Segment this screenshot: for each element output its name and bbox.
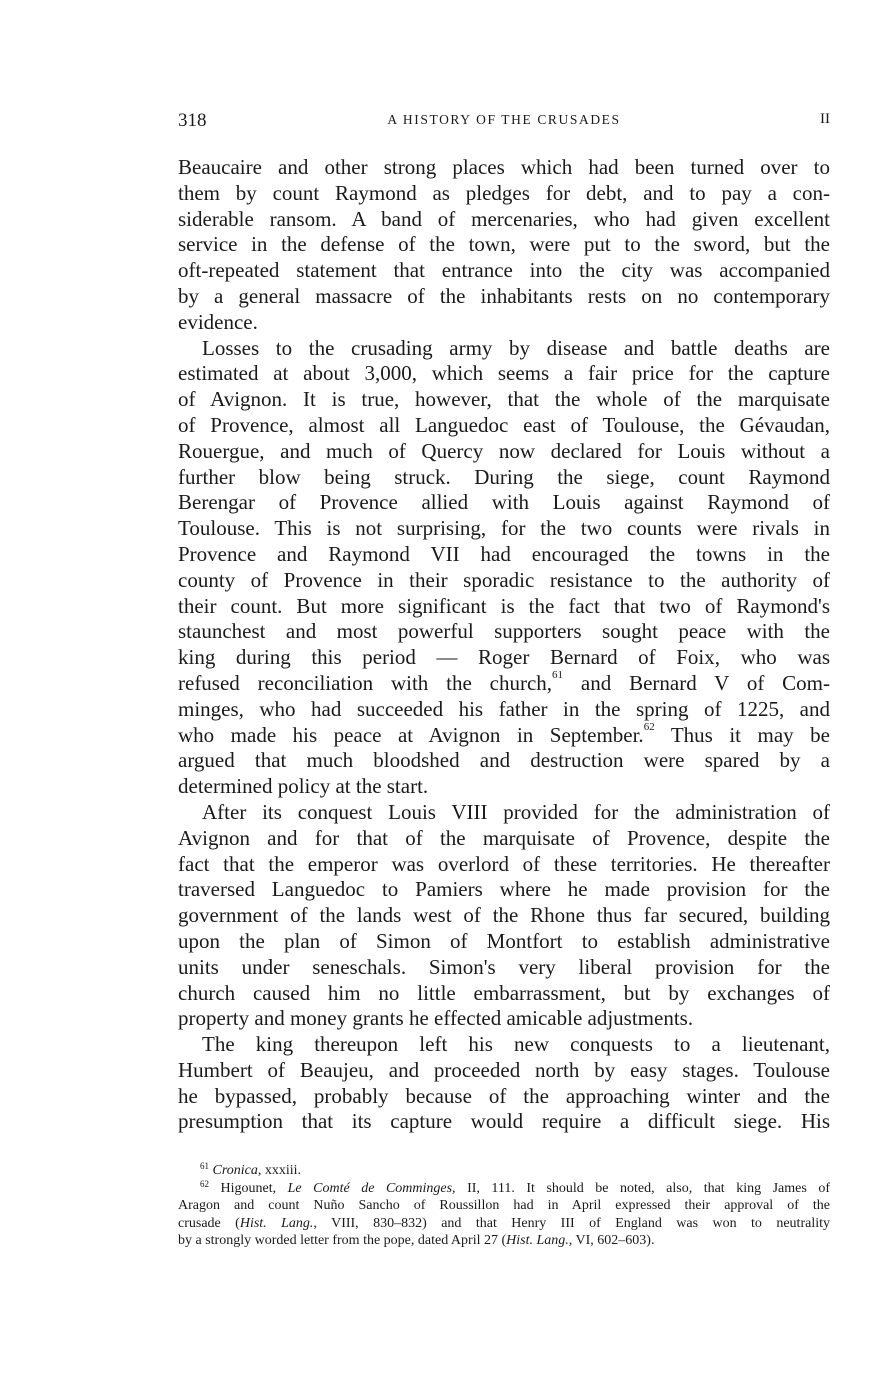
footnotes xyxy=(178,1162,830,1250)
text-line: upon the plan of Simon of Montfort to establish administrative xyxy=(178,928,830,953)
footnote-text: by a strongly worded letter from the pope, dated April 27 ( xyxy=(178,1233,507,1248)
footnote-italic: Hist. Lang. xyxy=(506,1233,569,1248)
text-line: minges, who had succeeded his father in the spring of 1225, and xyxy=(178,696,830,721)
footnote-italic: Hist. Lang. xyxy=(239,1215,314,1231)
text-line: church caused him no little embarrassment, but by exchanges of xyxy=(178,980,830,1005)
footnote-62-line xyxy=(178,1215,830,1233)
running-head-title: A HISTORY OF THE CRUSADES xyxy=(387,112,621,127)
footnote-text: Higounet, xyxy=(209,1180,288,1196)
footnote-text: , VIII, 830–832) and that Henry III of England was won to neutrality xyxy=(313,1215,830,1231)
text-line: king during this period — Roger Bernard of Foix, who was xyxy=(178,645,830,670)
text-line: evidence. xyxy=(178,309,258,334)
volume-number: II xyxy=(820,111,830,127)
footnote-text: crusade ( xyxy=(178,1215,240,1231)
running-header xyxy=(178,110,830,136)
text-line: oft-repeated statement that entrance into the city was accompanied xyxy=(178,258,830,283)
text-line: Avignon and for that of the marquisate of Provence, despite the xyxy=(178,825,830,850)
text-line-with-footnote-62 xyxy=(178,720,830,749)
footnote-number: 62 xyxy=(200,1178,209,1189)
footnote-italic: Cronica, xyxy=(212,1163,262,1178)
text-line: by a general massacre of the inhabitants rests on no contemporary xyxy=(178,283,830,308)
footnote-62-line xyxy=(178,1232,830,1250)
text-line: Rouergue, and much of Quercy now declared for Louis without a xyxy=(178,438,830,463)
footnote-text: xxxiii. xyxy=(261,1163,302,1178)
footnote-62-line: Aragon and count Nuño Sancho of Roussillon had in April expressed their approval of the xyxy=(178,1198,830,1213)
text-line: staunchest and most powerful supporters sought peace with the xyxy=(178,619,830,644)
text-line: government of the lands west of the Rhone thus far secured, building xyxy=(178,903,830,928)
text-line: estimated at about 3,000, which seems a fair price for the capture xyxy=(178,361,830,386)
text-line: Berengar of Provence allied with Louis against Raymond of xyxy=(178,490,830,515)
text-line: presumption that its capture would require a difficult siege. His xyxy=(178,1109,830,1134)
footnote-61 xyxy=(178,1162,830,1180)
text-line: service in the defense of the town, were put to the sword, but the xyxy=(178,232,830,257)
text-line: their count. But more significant is the fact that two of Raymond's xyxy=(178,593,830,618)
text-line: determined policy at the start. xyxy=(178,774,429,799)
footnote-62 xyxy=(178,1180,830,1198)
line-text: and Bernard V of Com- xyxy=(563,670,830,695)
text-line: argued that much bloodshed and destruction were spared by a xyxy=(178,748,830,773)
body-text xyxy=(178,155,830,1135)
text-line: of Provence, almost all Languedoc east of Toulouse, the Gévaudan, xyxy=(178,412,830,437)
text-line: fact that the emperor was overlord of these territories. He thereafter xyxy=(178,851,830,876)
text-line-with-footnote-61 xyxy=(178,668,830,697)
footnote-italic: Le Comté de Comminges, xyxy=(287,1180,456,1196)
footnote-marker-61[interactable]: 61 xyxy=(552,668,564,681)
text-line: further blow being struck. During the siege, count Raymond xyxy=(178,464,830,489)
text-line: Provence and Raymond VII had encouraged the towns in the xyxy=(178,541,830,566)
text-line: property and money grants he effected amicable adjustments. xyxy=(178,1006,694,1031)
text-line: Losses to the crusading army by disease and battle deaths are xyxy=(202,335,830,360)
line-text: refused reconciliation with the church, xyxy=(178,670,553,695)
text-line: traversed Languedoc to Pamiers where he made provision for the xyxy=(178,877,830,902)
text-line: Humbert of Beaujeu, and proceeded north by easy stages. Toulouse xyxy=(178,1057,830,1082)
footnote-text: , VI, 602–603). xyxy=(568,1233,655,1248)
text-line: After its conquest Louis VIII provided for the administration of xyxy=(202,799,830,824)
footnote-number: 61 xyxy=(200,1161,209,1171)
footnote-marker-62[interactable]: 62 xyxy=(643,720,655,733)
text-line: he bypassed, probably because of the approaching winter and the xyxy=(178,1083,830,1108)
text-line: Toulouse. This is not surprising, for the two counts were rivals in xyxy=(178,516,830,541)
text-line: siderable ransom. A band of mercenaries, who had given excellent xyxy=(178,206,830,231)
line-text: who made his peace at Avignon in September. xyxy=(178,722,644,747)
text-line: county of Provence in their sporadic resistance to the authority of xyxy=(178,567,830,592)
text-line: Beaucaire and other strong places which had been turned over to xyxy=(178,155,830,179)
text-line: of Avignon. It is true, however, that the whole of the marquisate xyxy=(178,387,830,412)
text-line: The king thereupon left his new conquests to a lieutenant, xyxy=(202,1032,830,1057)
text-line: units under seneschals. Simon's very liberal provision for the xyxy=(178,954,830,979)
line-text: Thus it may be xyxy=(654,722,830,747)
page-number: 318 xyxy=(178,110,207,131)
footnote-text: II, 111. It should be noted, also, that king James of xyxy=(455,1180,830,1196)
text-line: them by count Raymond as pledges for debt, and to pay a con- xyxy=(178,180,830,205)
